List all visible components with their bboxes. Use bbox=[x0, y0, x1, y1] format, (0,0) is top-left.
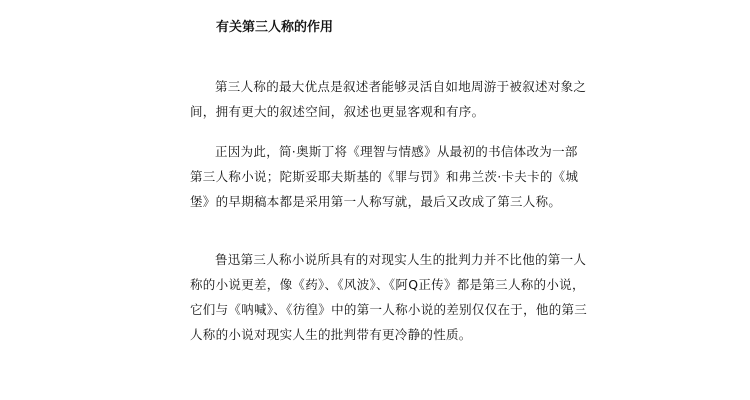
paragraph-2: 正因为此，简·奥斯丁将《理智与情感》从最初的书信体改为一部第三人称小说；陀斯妥耶夫斯基的《罪与罚》和弗兰茨·卡夫卡的《城堡》的早期稿本都是采用第一人称写就，最后又改成了第三人称。 bbox=[190, 144, 579, 209]
document-title: 有关第三人称的作用 bbox=[216, 20, 334, 35]
paragraph-3: 鲁迅第三人称小说所具有的对现实人生的批判力并不比他的第一人称的小说更差，像《药》、《风波》、《阿Q正传》都是第三人称的小说，它们与《呐喊》、《彷徨》中的第一人称小说的差别仅仅在于，他的第三人称的小说对现实人生的批判带有更冷静的性质。 bbox=[190, 252, 588, 342]
paragraph-1: 第三人称的最大优点是叙述者能够灵活自如地周游于被叙述对象之间，拥有更大的叙述空间，叙述也更显客观和有序。 bbox=[190, 79, 587, 119]
